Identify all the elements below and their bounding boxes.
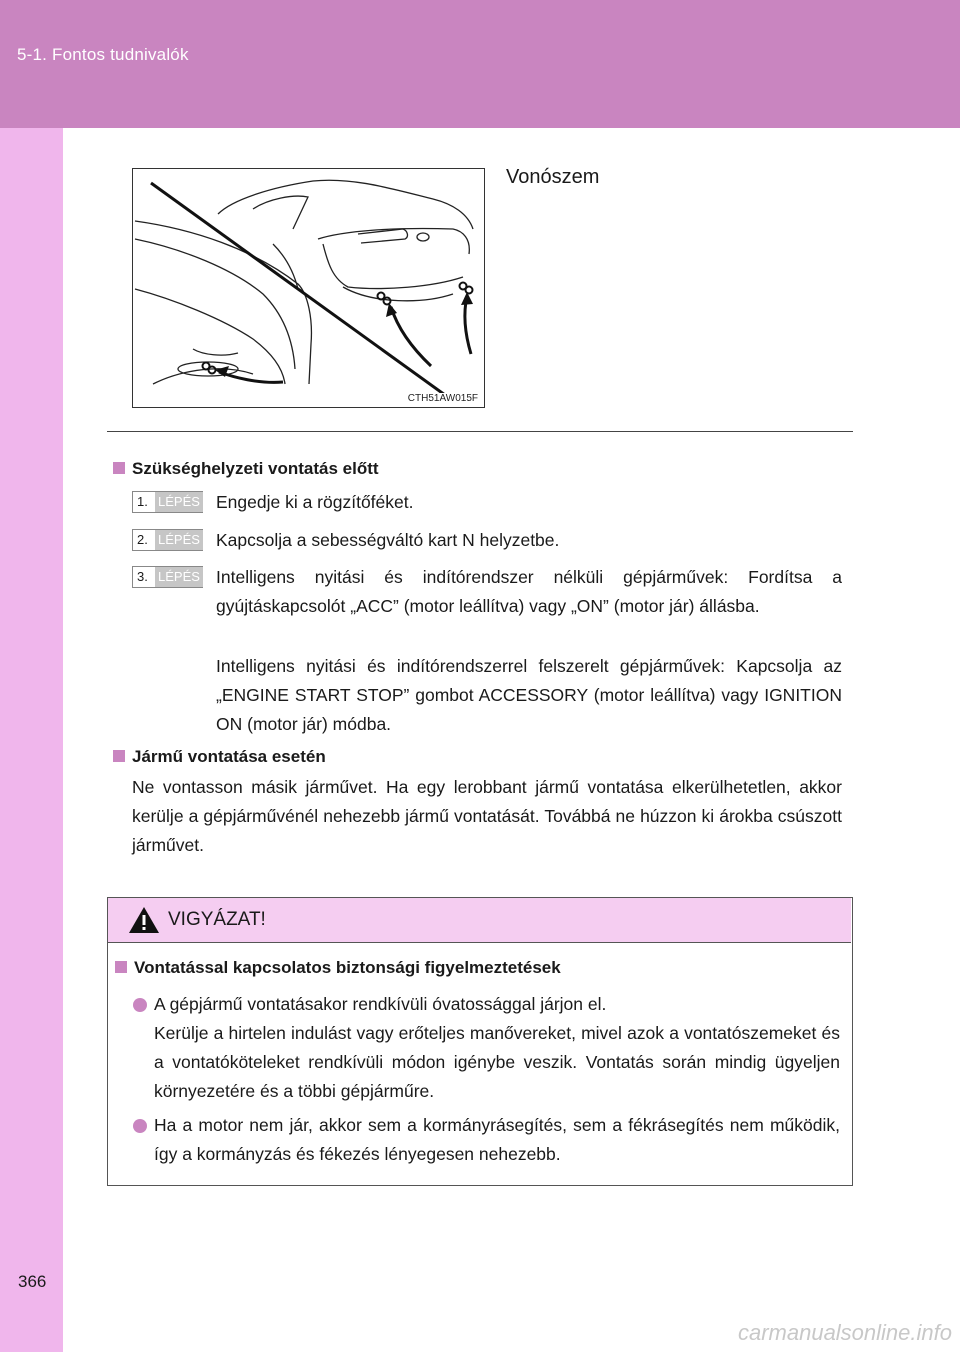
step-number: 2. <box>137 532 148 547</box>
warning-triangle-icon <box>128 906 160 934</box>
step-text-3-extra: Intelligens nyitási és indítórendszerrel felszerelt gépjárművek: Kapcsolja az „ENGINE START STOP” gombot ACCESSORY (motor leállítva) vagy IGNITION ON (motor jár) módba. <box>216 656 842 734</box>
towing-eye-figure <box>132 168 485 408</box>
warning-title: VIGYÁZAT! <box>168 909 266 930</box>
square-bullet-icon <box>113 750 125 762</box>
side-strip <box>0 128 63 1352</box>
square-bullet-icon <box>113 462 125 474</box>
section-heading-emergency-towing <box>113 459 379 479</box>
section-heading-vehicle-towing <box>113 747 326 767</box>
step-number: 1. <box>137 494 148 509</box>
figure-code: CTH51AW015F <box>407 393 478 404</box>
step-word: LÉPÉS <box>155 567 203 587</box>
step-number: 3. <box>137 569 148 584</box>
square-bullet-icon <box>115 961 127 973</box>
step-badge-3 <box>132 566 203 588</box>
section2-text: Ne vontasson másik járművet. Ha egy lerobbant jármű vontatása elkerülhetetlen, akkor kerülje a gépjárművénél nehezebb jármű vontatását. Továbbá ne húzzon ki árokba csúszott járművet. <box>132 777 842 855</box>
step-badge-2 <box>132 529 203 551</box>
warning-subtitle-text: Vontatással kapcsolatos biztonsági figyelmeztetések <box>134 958 561 977</box>
warning-box <box>107 897 853 1186</box>
section-heading-text: Jármű vontatása esetén <box>132 747 326 766</box>
warning-bullet-1: A gépjármű vontatásakor rendkívüli óvatossággal járjon el. <box>154 994 607 1014</box>
page-number: 366 <box>18 1272 47 1291</box>
step-word: LÉPÉS <box>155 492 203 512</box>
step-word: LÉPÉS <box>155 530 203 550</box>
watermark: carmanualsonline.info <box>737 1320 952 1345</box>
warning-bullet-1-cont: Kerülje a hirtelen indulást vagy erőteljes manővereket, mivel azok a vontatószemeket és a vontatóköteleket rendkívüli módon igénybe veszik. Vontatás során mindig ügyeljen környezetére és a többi gépjárműre. <box>154 1023 840 1101</box>
step-text-1: Engedje ki a rögzítőféket. <box>216 492 414 512</box>
warning-subtitle <box>115 958 561 978</box>
step-badge-1 <box>132 491 203 513</box>
warning-header <box>108 898 851 943</box>
page-header <box>0 0 960 128</box>
car-illustration <box>133 169 483 406</box>
warning-bullet-2: Ha a motor nem jár, akkor sem a kormányrásegítés, sem a fékrásegítés nem működik, így a kormányzás és fékezés lényegesen nehezebb. <box>154 1115 840 1164</box>
figure-label: Vonószem <box>506 166 600 188</box>
section-title: 5-1. Fontos tudnivalók <box>17 45 189 64</box>
bullet-dot-icon <box>133 998 147 1012</box>
section-heading-text: Szükséghelyzeti vontatás előtt <box>132 459 379 478</box>
step-text-3: Intelligens nyitási és indítórendszer nélküli gépjárművek: Fordítsa a gyújtáskapcsolót „ACC” (motor leállítva) vagy „ON” (motor jár) állásba. <box>216 567 842 616</box>
divider <box>107 431 853 432</box>
step-text-2: Kapcsolja a sebességváltó kart N helyzetbe. <box>216 530 560 550</box>
bullet-dot-icon <box>133 1119 147 1133</box>
